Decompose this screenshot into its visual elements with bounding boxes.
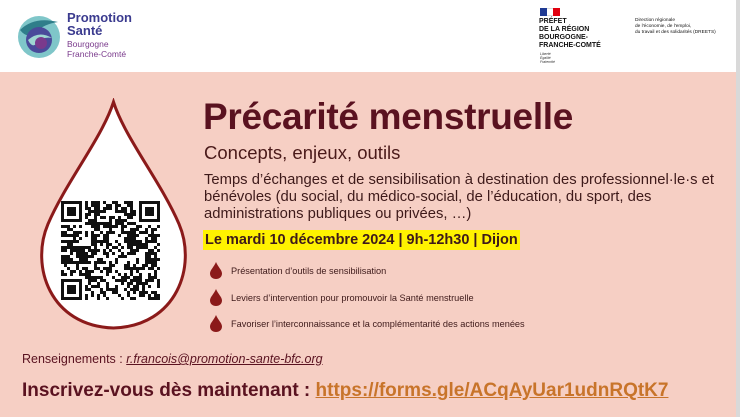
signup-label: Inscrivez-vous dès maintenant : (22, 380, 316, 401)
dreets-line: de l'économie, de l'emploi, (635, 24, 692, 29)
devise-line: Fraternité (540, 60, 555, 64)
bullet-text: Favoriser l’interconnaissance et la complémentarité des actions menées (231, 318, 525, 329)
description: Temps d’échanges et de sensibilisation à destination des professionnel·le·s et bénévoles (du social, du médico-social, de l’éducation, du sport, des administrations publiques ou privées, …) (204, 172, 714, 222)
prefet-line: FRANCHE-COMTÉ (539, 42, 601, 49)
devise-line: Liberté (540, 52, 551, 56)
signup-link[interactable]: https://forms.gle/ACqAyUar1udnRQtK7 (315, 380, 669, 401)
event-date: Le mardi 10 décembre 2024 | 9h-12h30 | Dijon (205, 232, 518, 248)
blood-drop-icon (210, 315, 222, 332)
prefet-line: BOURGOGNE- (539, 34, 588, 41)
header (0, 0, 740, 72)
promotion-sante-logo (14, 10, 64, 60)
french-flag-icon (540, 8, 560, 16)
devise-block (540, 52, 555, 64)
dreets-line: du travail et des solidarités (DREETS) (635, 30, 716, 35)
brand-name-line1: Promotion (67, 10, 132, 25)
bullet-text: Présentation d’outils de sensibilisation (231, 265, 387, 276)
contact-line (22, 352, 323, 366)
prefet-block (539, 18, 601, 50)
qr-code[interactable] (61, 201, 160, 300)
dreets-block (635, 18, 716, 36)
bullet-text: Leviers d’intervention pour promouvoir la Santé menstruelle (231, 292, 474, 303)
contact-label: Renseignements : (22, 352, 127, 366)
page-edge (736, 0, 740, 417)
prefet-line: PRÉFET (539, 18, 567, 25)
blood-drop-icon (210, 289, 222, 306)
contact-email-link[interactable]: r.francois@promotion-sante-bfc.org (126, 352, 323, 366)
dreets-line: Direction régionale (635, 18, 675, 23)
brand-name-line2: Santé (67, 23, 103, 38)
signup-line (22, 380, 668, 402)
brand-region-line2: Franche-Comté (67, 49, 127, 59)
devise-line: Égalité (540, 56, 551, 60)
bullet-item (210, 315, 525, 332)
page-subtitle: Concepts, enjeux, outils (204, 142, 401, 163)
page-title: Précarité menstruelle (203, 96, 574, 137)
bullet-item (210, 289, 474, 306)
bullet-item (210, 262, 386, 279)
brand-region-line1: Bourgogne (67, 39, 109, 49)
prefet-line: DE LA RÉGION (539, 26, 590, 33)
blood-drop-icon (210, 262, 222, 279)
